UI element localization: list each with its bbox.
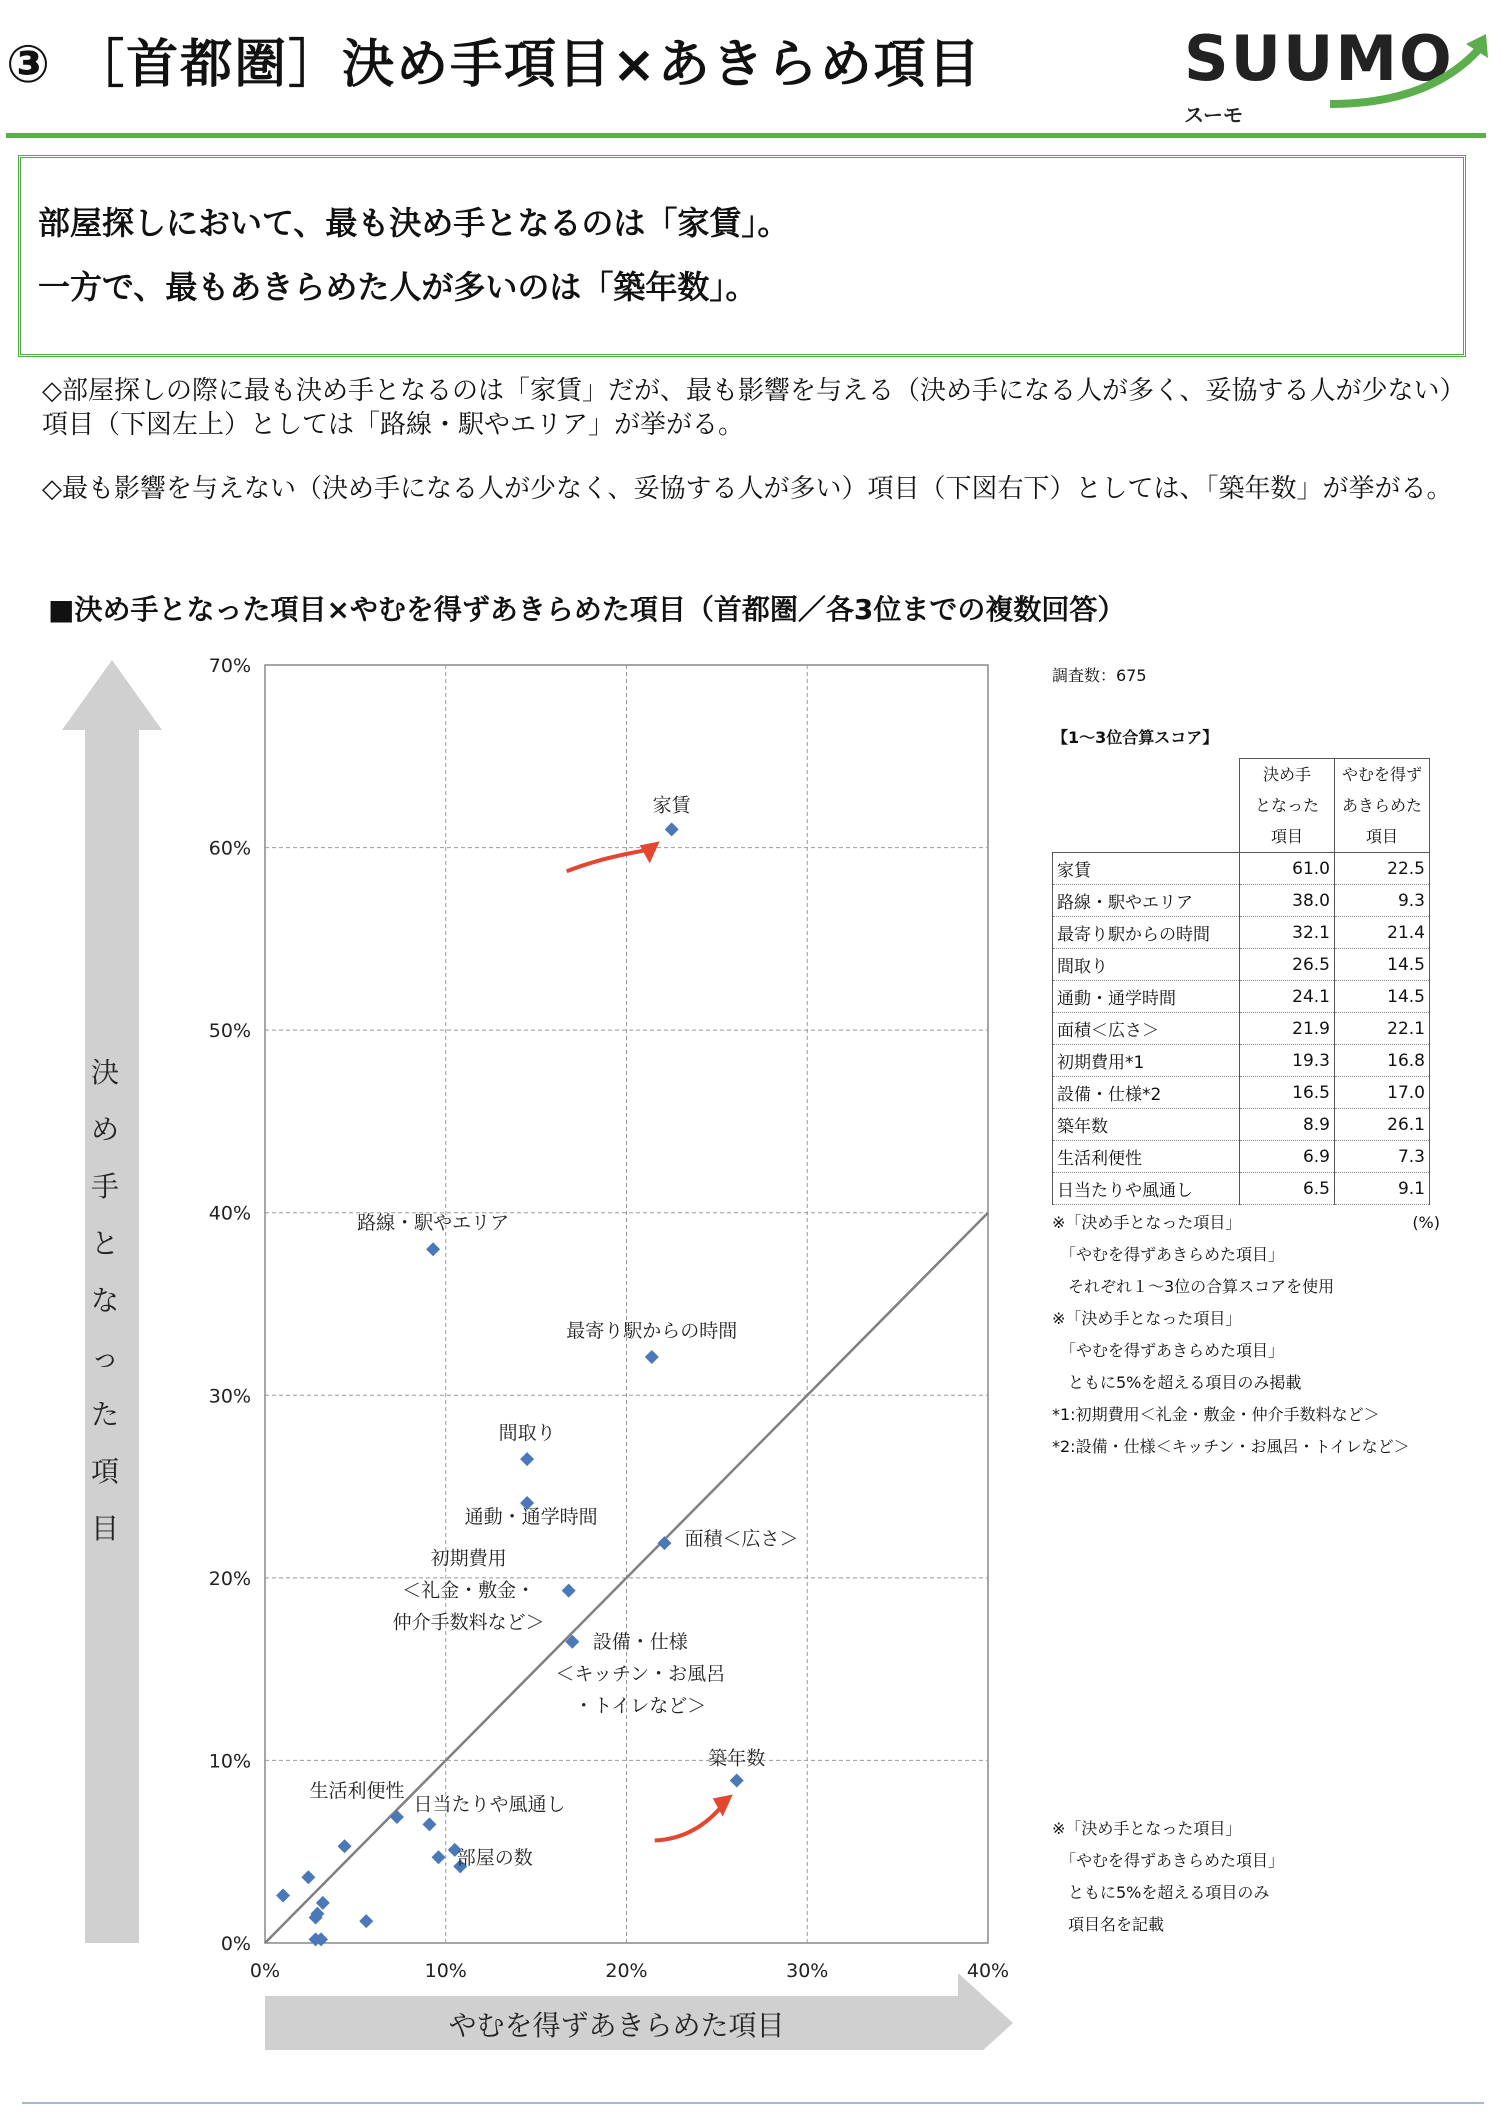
row-decision-value: 38.0 bbox=[1240, 885, 1335, 917]
row-gaveup-value: 22.1 bbox=[1335, 1013, 1430, 1045]
summary-line-1: 部屋探しにおいて、最も決め手となるのは「家賃」。 bbox=[38, 204, 790, 242]
note-line: ※「決め手となった項目」 bbox=[1052, 1819, 1242, 1838]
page-title: ③ ［首都圏］決め手項目×あきらめ項目 bbox=[6, 35, 982, 95]
note-line: 「やむを得ずあきらめた項目」 bbox=[1052, 1851, 1285, 1870]
point-label: 初期費用 bbox=[430, 1547, 507, 1570]
row-name: 通動・通学時間 bbox=[1053, 981, 1240, 1013]
table-row bbox=[1053, 1077, 1430, 1109]
point-label: 生活利便性 bbox=[309, 1780, 405, 1803]
point-label: ＜礼金・敷金・ bbox=[402, 1579, 536, 1602]
row-gaveup-value: 9.3 bbox=[1335, 885, 1430, 917]
suumo-logo bbox=[1180, 18, 1500, 138]
x-tick-label: 20% bbox=[605, 1960, 648, 1982]
note-line: それぞれ１～3位の合算スコアを使用 bbox=[1052, 1277, 1335, 1296]
logo-text: SUUMO bbox=[1184, 22, 1454, 95]
table-row bbox=[1053, 885, 1430, 917]
y-axis-label-char: と bbox=[90, 1227, 120, 1260]
y-axis-label-char: っ bbox=[90, 1341, 120, 1374]
row-decision-value: 26.5 bbox=[1240, 949, 1335, 981]
note-line: 項目名を記載 bbox=[1052, 1915, 1165, 1934]
y-tick-label: 30% bbox=[208, 1385, 251, 1408]
point-label: 築年数 bbox=[708, 1747, 766, 1770]
row-name: 家賃 bbox=[1053, 853, 1240, 885]
note-line: ともに5%を超える項目のみ bbox=[1052, 1883, 1270, 1902]
chart-heading: ■決め手となった項目×やむを得ずあきらめた項目（首都圏／各3位までの複数回答） bbox=[48, 593, 1126, 626]
row-decision-value: 61.0 bbox=[1240, 853, 1335, 885]
note-line: ※「決め手となった項目」 bbox=[1052, 1213, 1242, 1232]
point-label: 日当たりや風通し bbox=[413, 1793, 566, 1816]
score-table-title: 【1～3位合算スコア】 bbox=[1052, 728, 1219, 747]
table-row bbox=[1053, 1141, 1430, 1173]
note-line: ともに5%を超える項目のみ掲載 bbox=[1052, 1373, 1302, 1392]
table-row bbox=[1053, 981, 1430, 1013]
row-decision-value: 21.9 bbox=[1240, 1013, 1335, 1045]
y-tick-label: 20% bbox=[208, 1567, 251, 1590]
y-axis-label-char: 手 bbox=[90, 1170, 120, 1203]
point-label: ・トイレなど＞ bbox=[574, 1694, 707, 1717]
footer-divider bbox=[22, 2102, 1484, 2104]
row-decision-value: 6.5 bbox=[1240, 1173, 1335, 1205]
summary-box bbox=[18, 155, 1466, 357]
row-gaveup-value: 7.3 bbox=[1335, 1141, 1430, 1173]
y-axis-label-char: な bbox=[90, 1284, 120, 1317]
x-tick-label: 0% bbox=[249, 1960, 281, 1982]
logo-subtext: スーモ bbox=[1184, 103, 1243, 127]
table-corner bbox=[1053, 759, 1240, 853]
row-decision-value: 19.3 bbox=[1240, 1045, 1335, 1077]
y-axis-label-char: め bbox=[90, 1113, 120, 1146]
title-divider bbox=[6, 133, 1486, 138]
note-line: *1:初期費用＜礼金・敷金・仲介手数料など＞ bbox=[1052, 1405, 1380, 1424]
y-axis-label-char: た bbox=[90, 1398, 120, 1431]
row-decision-value: 6.9 bbox=[1240, 1141, 1335, 1173]
row-decision-value: 24.1 bbox=[1240, 981, 1335, 1013]
chart-notes bbox=[1052, 1813, 1452, 1941]
point-label: 路線・駅やエリア bbox=[357, 1212, 510, 1235]
row-decision-value: 32.1 bbox=[1240, 917, 1335, 949]
note-line: ※「決め手となった項目」 bbox=[1052, 1309, 1242, 1328]
scatter-chart bbox=[0, 630, 1040, 2050]
table-notes bbox=[1052, 1207, 1452, 1463]
x-tick-label: 40% bbox=[966, 1960, 1010, 1982]
row-gaveup-value: 14.5 bbox=[1335, 949, 1430, 981]
row-gaveup-value: 9.1 bbox=[1335, 1173, 1430, 1205]
note-line: 「やむを得ずあきらめた項目」 bbox=[1052, 1245, 1285, 1264]
row-gaveup-value: 22.5 bbox=[1335, 853, 1430, 885]
row-name: 築年数 bbox=[1053, 1109, 1240, 1141]
table-row bbox=[1053, 949, 1430, 981]
point-label: 間取り bbox=[498, 1422, 556, 1445]
row-name: 設備・仕様*2 bbox=[1053, 1077, 1240, 1109]
y-tick-label: 0% bbox=[220, 1933, 251, 1955]
point-label: 仲介手数料など＞ bbox=[392, 1611, 545, 1634]
point-label: 部屋の数 bbox=[456, 1846, 533, 1869]
table-header-decision: 決め手 となった 項目 bbox=[1240, 759, 1335, 853]
row-name: 生活利便性 bbox=[1053, 1141, 1240, 1173]
y-tick-label: 60% bbox=[208, 837, 251, 860]
row-name: 路線・駅やエリア bbox=[1053, 885, 1240, 917]
y-axis-label-char: 項 bbox=[90, 1455, 120, 1488]
y-tick-label: 50% bbox=[208, 1020, 251, 1043]
y-tick-label: 40% bbox=[208, 1202, 251, 1225]
bullet-2: ◇最も影響を与えない（決め手になる人が少なく、妥協する人が多い）項目（下図右下）としては、「築年数」が挙がる。 bbox=[42, 474, 1453, 504]
row-gaveup-value: 21.4 bbox=[1335, 917, 1430, 949]
row-gaveup-value: 14.5 bbox=[1335, 981, 1430, 1013]
point-label: 最寄り駅からの時間 bbox=[566, 1319, 738, 1342]
row-gaveup-value: 17.0 bbox=[1335, 1077, 1430, 1109]
x-tick-label: 30% bbox=[786, 1960, 829, 1982]
table-header-gaveup: やむを得ず あきらめた 項目 bbox=[1335, 759, 1430, 853]
row-name: 日当たりや風通し bbox=[1053, 1173, 1240, 1205]
row-name: 最寄り駅からの時間 bbox=[1053, 917, 1240, 949]
unit-label: (%) bbox=[1412, 1213, 1440, 1232]
x-axis-label: やむを得ずあきらめた項目 bbox=[448, 2009, 785, 2042]
respondent-count: 調査数：675 bbox=[1052, 666, 1147, 685]
y-axis-label-char: 決 bbox=[90, 1056, 120, 1089]
bullet-1: ◇部屋探しの際に最も決め手となるのは「家賃」だが、最も影響を与える（決め手になる人が多く、妥協する人が少ない）項目（下図左上）としては「路線・駅やエリア」が挙がる。 bbox=[42, 376, 1453, 440]
row-decision-value: 8.9 bbox=[1240, 1109, 1335, 1141]
row-name: 面積＜広さ＞ bbox=[1053, 1013, 1240, 1045]
side-panel bbox=[1052, 660, 1452, 1941]
table-row bbox=[1053, 1013, 1430, 1045]
table-row bbox=[1053, 917, 1430, 949]
point-label: 家賃 bbox=[652, 794, 691, 817]
point-label: 通動・通学時間 bbox=[464, 1506, 598, 1529]
row-name: 初期費用*1 bbox=[1053, 1045, 1240, 1077]
table-row bbox=[1053, 1109, 1430, 1141]
note-line: 「やむを得ずあきらめた項目」 bbox=[1052, 1341, 1285, 1360]
row-decision-value: 16.5 bbox=[1240, 1077, 1335, 1109]
y-tick-label: 70% bbox=[208, 655, 251, 677]
x-tick-label: 10% bbox=[424, 1960, 467, 1982]
score-table bbox=[1052, 758, 1430, 1205]
point-label: 設備・仕様 bbox=[592, 1630, 688, 1653]
row-gaveup-value: 26.1 bbox=[1335, 1109, 1430, 1141]
table-row bbox=[1053, 1045, 1430, 1077]
point-label: 面積＜広さ＞ bbox=[684, 1528, 799, 1551]
note-line: *2:設備・仕様＜キッチン・お風呂・トイレなど＞ bbox=[1052, 1437, 1410, 1456]
row-gaveup-value: 16.8 bbox=[1335, 1045, 1430, 1077]
row-name: 間取り bbox=[1053, 949, 1240, 981]
table-row bbox=[1053, 853, 1430, 885]
summary-line-2: 一方で、最もあきらめた人が多いのは「築年数」。 bbox=[38, 268, 758, 306]
table-row bbox=[1053, 1173, 1430, 1205]
y-axis-label-char: 目 bbox=[90, 1512, 120, 1545]
point-label: ＜キッチン・お風呂 bbox=[555, 1662, 726, 1685]
y-tick-label: 10% bbox=[208, 1750, 251, 1773]
